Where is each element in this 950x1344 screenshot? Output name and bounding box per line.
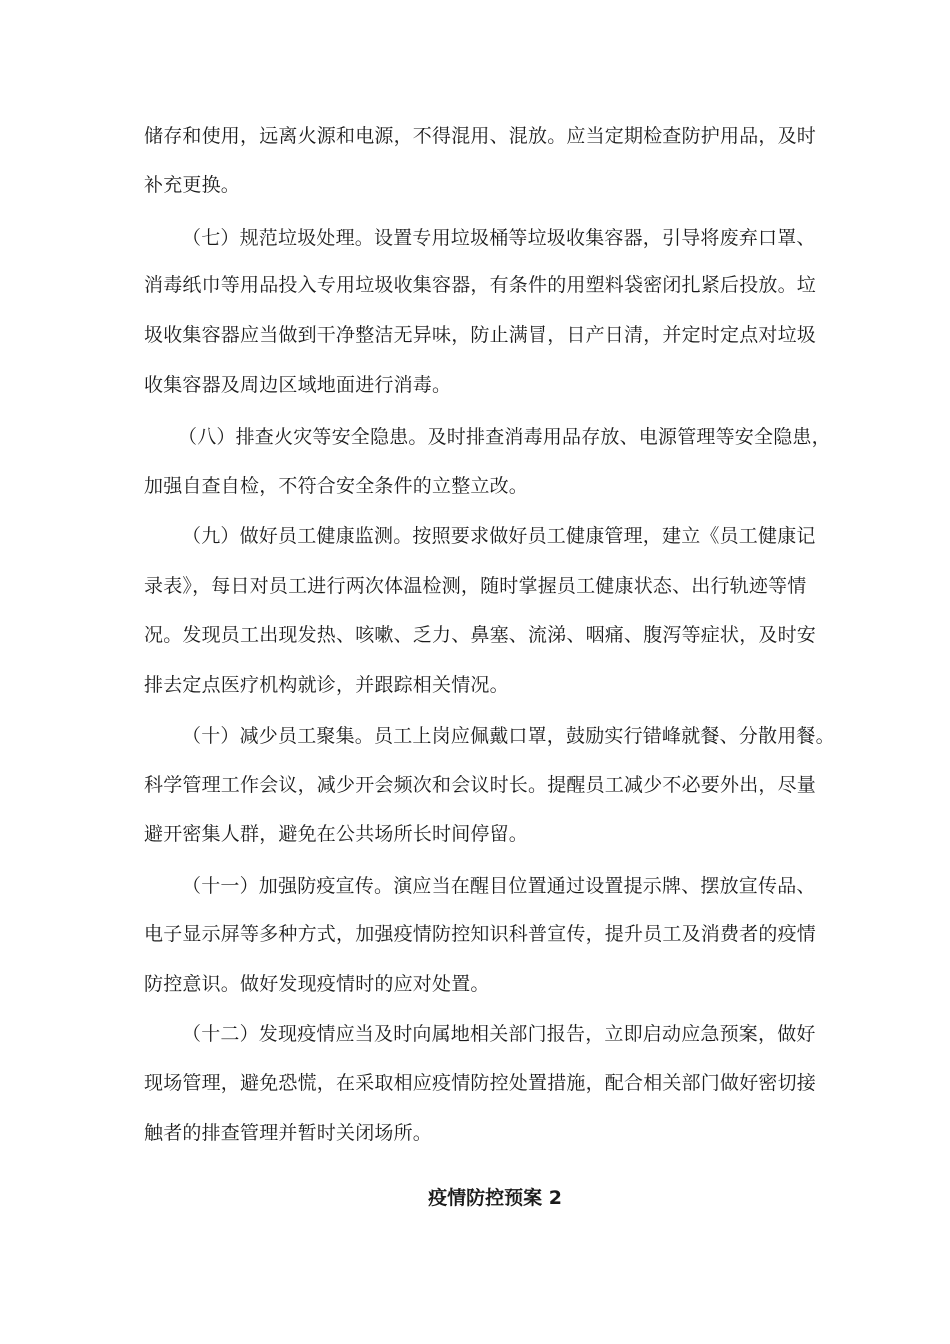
section-title: 疫情防控预案 2 <box>428 1187 562 1209</box>
text-line: 现场管理，避免恐慌，在采取相应疫情防控处置措施，配合相关部门做好密切接 <box>144 1072 817 1094</box>
text-line: （十一）加强防疫宣传。演应当在醒目位置通过设置提示牌、摆放宣传品、 <box>182 875 816 897</box>
text-line: 消毒纸巾等用品投入专用垃圾收集容器，有条件的用塑料袋密闭扎紧后投放。垃 <box>144 274 817 296</box>
text-line: 加强自查自检，不符合安全条件的立整立改。 <box>144 475 529 497</box>
text-line: （九）做好员工健康监测。按照要求做好员工健康管理，建立《员工健康记 <box>182 525 816 547</box>
text-line: 圾收集容器应当做到干净整洁无异味，防止满冒，日产日清，并定时定点对垃圾 <box>144 324 817 346</box>
text-line: 录表》，每日对员工进行两次体温检测，随时掌握员工健康状态、出行轨迹等情 <box>144 575 807 597</box>
text-line: 避开密集人群，避免在公共场所长时间停留。 <box>144 823 529 845</box>
text-line: 科学管理工作会议，减少开会频次和会议时长。提醒员工减少不必要外出，尽量 <box>144 774 817 796</box>
text-line: （十）减少员工聚集。员工上岗应佩戴口罩，鼓励实行错峰就餐、分散用餐。 <box>182 725 835 747</box>
text-line: （十二）发现疫情应当及时向属地相关部门报告，立即启动应急预案，做好 <box>182 1023 816 1045</box>
text-line: 排去定点医疗机构就诊，并跟踪相关情况。 <box>144 674 509 696</box>
text-line: （八）排查火灾等安全隐患。及时排查消毒用品存放、电源管理等安全隐患， <box>178 426 831 448</box>
text-line: 触者的排查管理并暂时关闭场所。 <box>144 1122 433 1144</box>
text-line: 防控意识。做好发现疫情时的应对处置。 <box>144 973 490 995</box>
text-line: 电子显示屏等多种方式，加强疫情防控知识科普宣传，提升员工及消费者的疫情 <box>144 923 817 945</box>
text-line: 况。发现员工出现发热、咳嗽、乏力、鼻塞、流涕、咽痛、腹泻等症状，及时安 <box>144 624 817 646</box>
text-line: 收集容器及周边区域地面进行消毒。 <box>144 374 452 396</box>
text-line: 储存和使用，远离火源和电源，不得混用、混放。应当定期检查防护用品，及时 <box>144 125 817 147</box>
text-line: 补充更换。 <box>144 174 241 196</box>
text-line: （七）规范垃圾处理。设置专用垃圾桶等垃圾收集容器，引导将废弃口罩、 <box>182 227 816 249</box>
